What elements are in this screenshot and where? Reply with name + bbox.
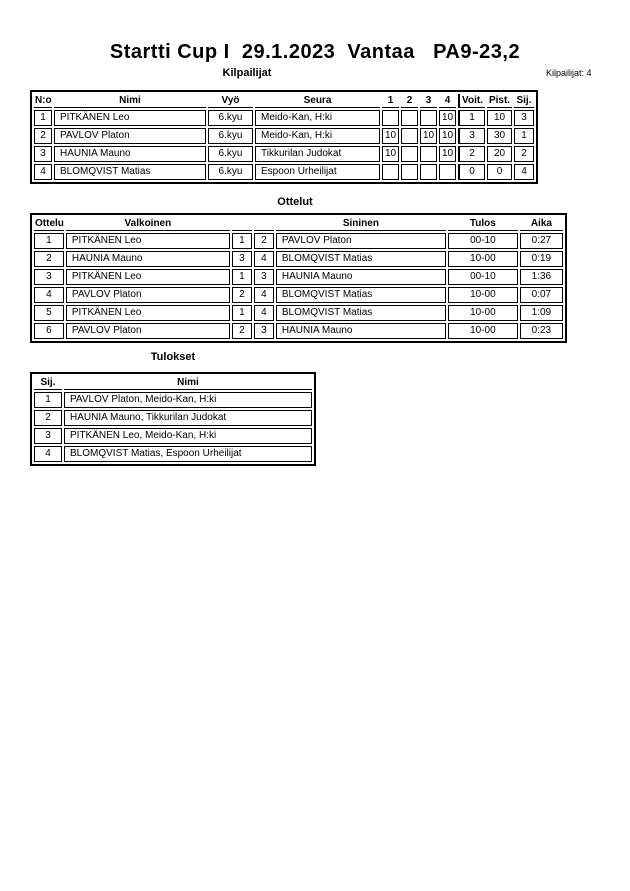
cell-round-4: 10 [439, 146, 456, 162]
cell-belt: 6.kyu [208, 164, 253, 180]
cell-round-2 [401, 128, 418, 144]
cell-round-4: 10 [439, 110, 456, 126]
cell-time: 0:19 [520, 251, 563, 267]
cell-place: 1 [34, 392, 62, 408]
cell-round-3 [420, 146, 437, 162]
header-belt: Vyö [208, 94, 253, 108]
cell-blue-name: BLOMQVIST Matias [276, 251, 446, 267]
cell-blue-name: BLOMQVIST Matias [276, 287, 446, 303]
competitors-header-row [34, 94, 534, 108]
cell-belt: 6.kyu [208, 146, 253, 162]
cell-result: 00-10 [448, 233, 518, 249]
cell-white-name: PAVLOV Platon [66, 323, 230, 339]
cell-result: 10-00 [448, 251, 518, 267]
cell-blue-name: HAUNIA Mauno [276, 323, 446, 339]
cell-club: Meido-Kan, H:ki [255, 110, 380, 126]
cell-match-no: 4 [34, 287, 64, 303]
header-blue-no [254, 217, 274, 231]
match-row [34, 305, 563, 321]
cell-blue-no: 3 [254, 269, 274, 285]
cell-blue-name: HAUNIA Mauno [276, 269, 446, 285]
cell-white-no: 1 [232, 269, 252, 285]
cell-white-name: PAVLOV Platon [66, 287, 230, 303]
cell-place: 1 [514, 128, 534, 144]
cell-name-club: PITKÄNEN Leo, Meido-Kan, H:ki [64, 428, 312, 444]
cell-round-4 [439, 164, 456, 180]
match-row [34, 233, 563, 249]
cell-result: 00-10 [448, 269, 518, 285]
cell-blue-no: 4 [254, 251, 274, 267]
cell-points: 30 [487, 128, 512, 144]
cell-time: 0:27 [520, 233, 563, 249]
header-round-1: 1 [382, 94, 399, 108]
result-row [34, 446, 312, 462]
match-row [34, 269, 563, 285]
cell-blue-name: PAVLOV Platon [276, 233, 446, 249]
cell-wins: 1 [458, 110, 485, 126]
cell-points: 0 [487, 164, 512, 180]
cell-name-club: BLOMQVIST Matias, Espoon Urheilijat [64, 446, 312, 462]
cell-points: 10 [487, 110, 512, 126]
header-match: Ottelu [34, 217, 64, 231]
cell-blue-no: 2 [254, 233, 274, 249]
competitor-row [34, 110, 534, 126]
cell-place: 4 [514, 164, 534, 180]
header-round-3: 3 [420, 94, 437, 108]
header-points: Pist. [487, 94, 512, 108]
cell-result: 10-00 [448, 287, 518, 303]
cell-round-1: 10 [382, 146, 399, 162]
header-club: Seura [255, 94, 380, 108]
results-header-row [34, 376, 312, 390]
competitors-section-title: Kilpailijat [222, 67, 272, 79]
header-name: Nimi [64, 376, 312, 390]
cell-round-1 [382, 110, 399, 126]
header-result: Tulos [448, 217, 518, 231]
cell-round-1: 10 [382, 128, 399, 144]
cell-white-no: 3 [232, 251, 252, 267]
cell-wins: 2 [458, 146, 485, 162]
match-row [34, 287, 563, 303]
cell-match-no: 2 [34, 251, 64, 267]
cell-white-name: PITKÄNEN Leo [66, 305, 230, 321]
match-row [34, 323, 563, 339]
cell-time: 0:23 [520, 323, 563, 339]
header-round-4: 4 [439, 94, 456, 108]
cell-name-club: HAUNIA Mauno, Tikkurilan Judokat [64, 410, 312, 426]
cell-white-name: PITKÄNEN Leo [66, 269, 230, 285]
matches-header-row [34, 217, 563, 231]
cell-round-3 [420, 164, 437, 180]
cell-belt: 6.kyu [208, 128, 253, 144]
cell-no: 2 [34, 128, 52, 144]
results-table [30, 372, 316, 466]
competitor-row [34, 128, 534, 144]
cell-no: 1 [34, 110, 52, 126]
cell-club: Tikkurilan Judokat [255, 146, 380, 162]
cell-name: PITKÄNEN Leo [54, 110, 206, 126]
cell-round-1 [382, 164, 399, 180]
competitors-table [30, 90, 538, 184]
cell-no: 3 [34, 146, 52, 162]
cell-white-no: 1 [232, 305, 252, 321]
cell-no: 4 [34, 164, 52, 180]
cell-name: BLOMQVIST Matias [54, 164, 206, 180]
cell-blue-no: 4 [254, 287, 274, 303]
cell-blue-no: 4 [254, 305, 274, 321]
competitor-row [34, 164, 534, 180]
competitor-row [34, 146, 534, 162]
cell-white-no: 1 [232, 233, 252, 249]
header-wins: Voit. [458, 94, 485, 108]
cell-round-2 [401, 164, 418, 180]
cell-round-4: 10 [439, 128, 456, 144]
cell-match-no: 5 [34, 305, 64, 321]
result-row [34, 428, 312, 444]
cell-time: 1:36 [520, 269, 563, 285]
match-row [34, 251, 563, 267]
cell-white-no: 2 [232, 287, 252, 303]
cell-place: 4 [34, 446, 62, 462]
cell-time: 0:07 [520, 287, 563, 303]
competition-title: Startti Cup I 29.1.2023 Vantaa PA9-23,2 [109, 41, 521, 63]
results-section-title: Tulokset [150, 351, 196, 363]
header-no: N:o [34, 94, 52, 108]
cell-belt: 6.kyu [208, 110, 253, 126]
cell-wins: 3 [458, 128, 485, 144]
cell-round-3 [420, 110, 437, 126]
cell-name-club: PAVLOV Platon, Meido-Kan, H:ki [64, 392, 312, 408]
cell-place: 3 [514, 110, 534, 126]
cell-place: 3 [34, 428, 62, 444]
cell-blue-no: 3 [254, 323, 274, 339]
cell-match-no: 3 [34, 269, 64, 285]
header-name: Nimi [54, 94, 206, 108]
header-time: Aika [520, 217, 563, 231]
cell-place: 2 [514, 146, 534, 162]
cell-time: 1:09 [520, 305, 563, 321]
cell-club: Espoon Urheilijat [255, 164, 380, 180]
cell-result: 10-00 [448, 323, 518, 339]
cell-round-2 [401, 110, 418, 126]
cell-result: 10-00 [448, 305, 518, 321]
result-row [34, 410, 312, 426]
cell-blue-name: BLOMQVIST Matias [276, 305, 446, 321]
cell-points: 20 [487, 146, 512, 162]
matches-section-title: Ottelut [277, 196, 313, 208]
cell-white-name: PITKÄNEN Leo [66, 233, 230, 249]
header-place: Sij. [514, 94, 534, 108]
cell-name: PAVLOV Platon [54, 128, 206, 144]
header-round-2: 2 [401, 94, 418, 108]
cell-place: 2 [34, 410, 62, 426]
cell-white-no: 2 [232, 323, 252, 339]
header-white: Valkoinen [66, 217, 230, 231]
cell-wins: 0 [458, 164, 485, 180]
cell-match-no: 1 [34, 233, 64, 249]
header-blue: Sininen [276, 217, 446, 231]
cell-round-3: 10 [420, 128, 437, 144]
cell-round-2 [401, 146, 418, 162]
cell-name: HAUNIA Mauno [54, 146, 206, 162]
cell-club: Meido-Kan, H:ki [255, 128, 380, 144]
result-row [34, 392, 312, 408]
header-white-no [232, 217, 252, 231]
header-place: Sij. [34, 376, 62, 390]
cell-match-no: 6 [34, 323, 64, 339]
competitors-count: Kilpailijat: 4 [546, 68, 592, 78]
cell-white-name: HAUNIA Mauno [66, 251, 230, 267]
matches-table [30, 213, 567, 343]
